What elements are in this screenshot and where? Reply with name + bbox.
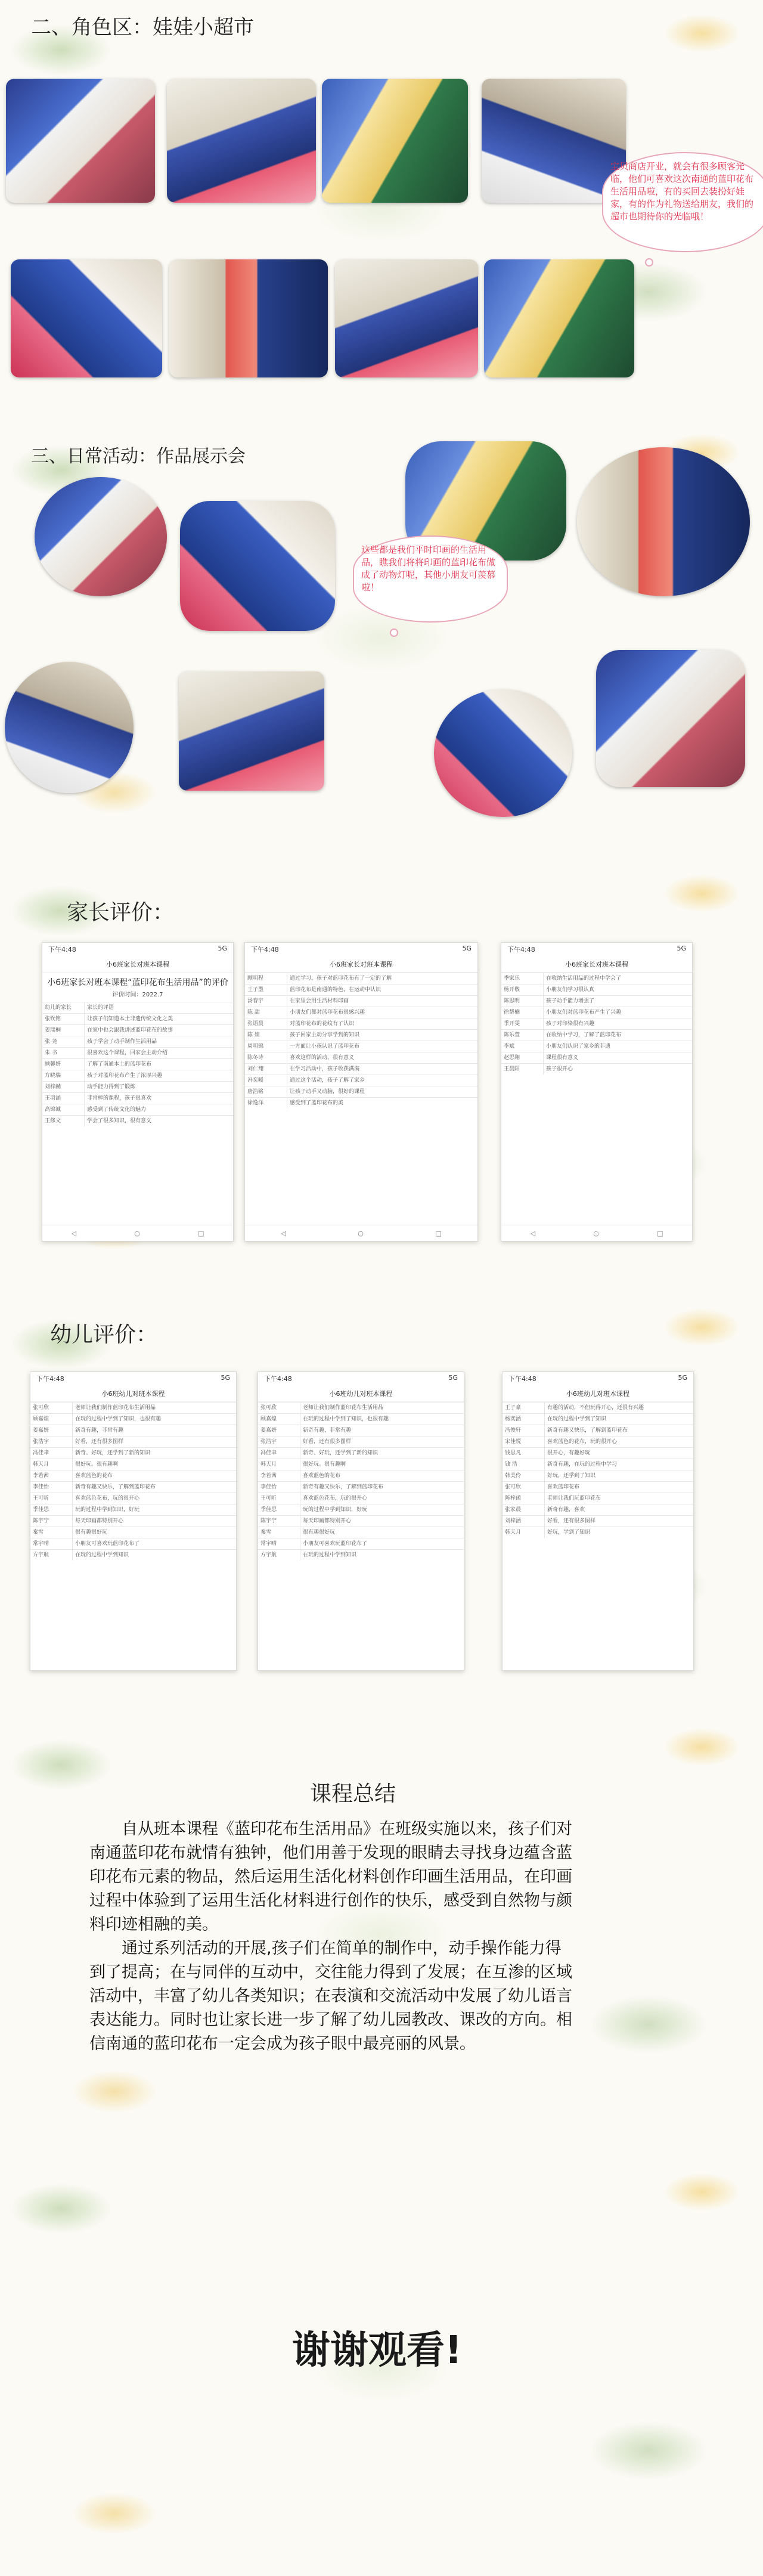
table-row: 方宇航 在玩的过程中学到知识	[30, 1549, 236, 1561]
status-bar: 下午4:48 5G	[251, 945, 472, 953]
table-row: 刘梓赫 动手能力得到了锻炼	[42, 1081, 233, 1092]
table-row: 陈乐萱 在收纳中学习，了解了蓝印花布	[501, 1029, 692, 1041]
section-title: 家长评价：	[67, 900, 175, 925]
section-summary	[0, 1711, 763, 2159]
table-row: 张浩宇 好看，还有很多图样	[30, 1436, 236, 1447]
summary-paragraph: 通过系列活动的开展,孩子们在简单的制作中，动手操作能力得到了提高；在与同伴的互动中，交往能力得到了发展；在互渗的区域活动中，丰富了幼儿各类知识；在表演和交流活动中发展了幼儿语言表达能力。同时也让家长进一步了解了幼儿园教改、课改的方向。相信南通的蓝印花布一定会成为孩子眼中最亮丽的风景。	[89, 1939, 572, 2053]
table-row: 张语晨 对蓝印花布的花纹有了认识	[245, 1018, 477, 1029]
photo	[322, 79, 468, 203]
photo	[180, 501, 335, 631]
table-row: 冯俊轩 新奇有趣又快乐，了解到蓝印花布	[503, 1425, 693, 1436]
table-row: 顾嘉煌 在玩的过程中学到了知识，也很有趣	[30, 1413, 236, 1425]
table-row: 张可欣 老师让我们制作蓝印花布生活用品	[258, 1402, 464, 1413]
table-row: 顾明程 通过学习，孩子对蓝印花布有了一定的了解	[245, 973, 477, 984]
table-row: 冯奕暖 通过这个活动，孩子了解了家乡	[245, 1075, 477, 1086]
table-row: 季开雯 孩子对印染很有兴趣	[501, 1018, 692, 1029]
nav-icon: ◁	[530, 1229, 536, 1237]
phone-screenshot	[502, 1371, 694, 1671]
photo	[179, 671, 324, 791]
table-row: 季家乐 在收纳生活用品的过程中学会了	[501, 973, 692, 984]
table-row: 钱思凡 很开心，有趣好玩	[503, 1447, 693, 1459]
table-row: 汤春宇 在家里会用生活材料印画	[245, 995, 477, 1007]
section-daily-activity	[0, 417, 763, 859]
photo	[577, 447, 750, 596]
photo	[11, 259, 162, 377]
doc-header: 小6班家长对班本课程	[501, 958, 692, 973]
phone-nav-bar	[245, 1225, 477, 1241]
photo	[434, 689, 572, 817]
table-row: 王可昕 喜欢蓝色花布，玩的很开心	[258, 1493, 464, 1504]
section-role-area	[0, 0, 763, 417]
photo	[169, 259, 328, 377]
table-row: 赵思翔 课程很有意义	[501, 1052, 692, 1063]
nav-icon: ◁	[281, 1229, 286, 1237]
table-row: 李佳怡 新奇有趣又快乐，了解到蓝印花布	[258, 1481, 464, 1493]
table-row: 韩天月 很好玩。很有趣啊	[30, 1459, 236, 1470]
table-row: 高锦诚 感受到了传统文化的魅力	[42, 1104, 233, 1115]
table-row: 陈思明 孩子动手能力增强了	[501, 995, 692, 1007]
table-row: 常宇晴 小朋友可喜欢玩蓝印花布了	[30, 1538, 236, 1549]
speech-bubble	[353, 535, 508, 623]
table-row: 朱 书 很喜欢这个课程，回家会主动介绍	[42, 1047, 233, 1058]
status-bar: 下午4:48 5G	[36, 1374, 230, 1383]
doc-title: 小6班家长对班本课程“蓝印花布生活用品”的评价	[47, 978, 228, 987]
table-row: 王修文 学会了很多知识，很有意义	[42, 1115, 233, 1126]
table-row: 陈梓函 老师让我们玩蓝印花布	[503, 1493, 693, 1504]
phone-screenshot	[30, 1371, 237, 1671]
table-row: 李若茜 喜欢蓝色的花布	[258, 1470, 464, 1481]
table-row: 冯佳聿 新奇、好玩，还学到了新的知识	[258, 1447, 464, 1459]
table-row: 陈 甜 小朋友们都对蓝印花布很感兴趣	[245, 1007, 477, 1018]
table-row: 李佳怡 新奇有趣又快乐，了解到蓝印花布	[30, 1481, 236, 1493]
section-title: 三、日常活动：作品展示会	[31, 446, 246, 467]
table-row: 王子墨 蓝印花布是南通的特色，在运动中认识	[245, 984, 477, 995]
table-row: 陈冬诗 喜欢这样的活动，很有意义	[245, 1052, 477, 1063]
nav-icon: ○	[134, 1229, 140, 1237]
thank-you-text: 谢谢观看!	[292, 2329, 463, 2373]
bubble-text: 宝贝商店开业，就会有很多顾客光临，他们可喜欢这次南通的蓝印花布生活用品啦，有的买回去装扮好娃家，有的作为礼物送给朋友，我们的超市也期待你的光临哦！	[610, 161, 754, 222]
photo	[167, 79, 316, 203]
table-row: 徐帮楠 小朋友们对蓝印花布产生了兴趣	[501, 1007, 692, 1018]
bubble-text: 这些都是我们平时印画的生活用品，瞧我们将将印画的蓝印花布做成了动物灯呢，其他小朋友可羡慕啦！	[361, 544, 496, 593]
table-row: 韩美伶 好玩，还学到了知识	[503, 1470, 693, 1481]
doc-header: 小6班家长对班本课程	[245, 958, 477, 973]
bubble-tail	[645, 258, 653, 267]
table-row: 宋佳悦 喜欢蓝色的花布，玩的很开心	[503, 1436, 693, 1447]
table-row: 秦雪 很有趣很好玩	[258, 1527, 464, 1538]
doc-header: 小6班幼儿对班本课程	[30, 1387, 236, 1402]
status-bar: 下午4:48 5G	[48, 945, 227, 953]
table-row: 冯佳聿 新奇、好玩，还学到了新的知识	[30, 1447, 236, 1459]
table-row: 杨开敬 小朋友们学习很认真	[501, 984, 692, 995]
table-row: 周明锦 一方面让小孩认识了蓝印花布	[245, 1041, 477, 1052]
section-title: 课程总结	[310, 1782, 396, 1806]
nav-icon: □	[198, 1229, 204, 1237]
nav-icon: ◁	[71, 1229, 77, 1237]
table-row: 王羽涵 非常棒的课程，孩子很喜欢	[42, 1092, 233, 1104]
nav-icon: ○	[593, 1229, 599, 1237]
summary-text	[89, 1818, 572, 2056]
table-row: 常宇晴 小朋友可喜欢玩蓝印花布了	[258, 1538, 464, 1549]
section-parent-evaluation	[0, 859, 763, 1294]
doc-header: 小6班幼儿对班本课程	[503, 1387, 693, 1402]
nav-icon: □	[435, 1229, 442, 1237]
table-row: 李斌 小朋友们认识了家乡的非遗	[501, 1041, 692, 1052]
table-row: 王晨阳 孩子很开心	[501, 1063, 692, 1075]
phone-screenshot	[258, 1371, 464, 1671]
nav-icon: □	[657, 1229, 663, 1237]
section-child-evaluation	[0, 1294, 763, 1711]
table-row: 张家晨 新奇有趣，喜欢	[503, 1504, 693, 1515]
phone-nav-bar	[501, 1225, 692, 1241]
table-row: 张浩宇 好看，还有很多图样	[258, 1436, 464, 1447]
table-row: 刘梓涵 好看，还有很多图样	[503, 1515, 693, 1527]
table-row: 韩天月 好玩，学到了知识	[503, 1527, 693, 1538]
table-row: 姜瑞桐 在家中也会跟我讲述蓝印花布的故事	[42, 1024, 233, 1036]
photo	[335, 259, 478, 377]
table-row: 唐浩铭 让孩子动手又动脑，很好的课程	[245, 1086, 477, 1097]
table-row: 李若茜 喜欢蓝色的花布	[30, 1470, 236, 1481]
status-bar: 下午4:48 5G	[507, 945, 686, 953]
table-row: 王可昕 喜欢蓝色花布，玩的很开心	[30, 1493, 236, 1504]
table-row: 顾馨妍 了解了南通本土的蓝印花布	[42, 1058, 233, 1070]
table-row: 张可欣 老师让我们制作蓝印花布生活用品	[30, 1402, 236, 1413]
summary-paragraph: 自从班本课程《蓝印花布生活用品》在班级实施以来，孩子们对南通蓝印花布就情有独钟，他们用善于发现的眼睛去寻找身边蕴含蓝印花布元素的物品，然后运用生活化材料创作印画生活用品，在印画过程中体验到了运用生活化材料进行创作的快乐，感受到自然物与颜料印迹相融的美。	[89, 1820, 572, 1934]
photo	[6, 79, 155, 203]
section-title: 幼儿评价：	[50, 1323, 158, 1347]
table-row: 顾嘉煌 在玩的过程中学到了知识，也很有趣	[258, 1413, 464, 1425]
photo	[484, 259, 634, 377]
table-row: 方宇航 在玩的过程中学到知识	[258, 1549, 464, 1561]
doc-date: 评价时间：2022.7	[112, 992, 163, 998]
phone-screenshot	[501, 942, 693, 1241]
table-row: 王子豪 有趣的活动，不但玩得开心，还很有兴趣	[503, 1402, 693, 1413]
photo	[5, 662, 134, 793]
phone-nav-bar	[42, 1225, 233, 1241]
table-row: 秦雪 很有趣很好玩	[30, 1527, 236, 1538]
table-row: 姜嘉妍 新奇有趣，非常有趣	[30, 1425, 236, 1436]
bubble-tail	[390, 628, 398, 637]
table-row: 季佳思 玩的过程中学到知识，好玩	[30, 1504, 236, 1515]
section-ending	[0, 2159, 763, 2576]
table-row: 刘仁翔 在学习活动中，孩子收获满满	[245, 1063, 477, 1075]
table-row: 张 尧 孩子学会了动手制作生活用品	[42, 1036, 233, 1047]
status-bar: 下午4:48 5G	[264, 1374, 458, 1383]
speech-bubble	[602, 152, 763, 252]
phone-screenshot	[42, 942, 234, 1241]
photo	[596, 650, 745, 787]
table-row: 陈 婧 孩子回家主动分享学到的知识	[245, 1029, 477, 1041]
table-row: 张可欣 喜欢蓝印花布	[503, 1481, 693, 1493]
table-row: 季佳思 玩的过程中学到知识，好玩	[258, 1504, 464, 1515]
phone-screenshot	[244, 942, 478, 1241]
table-row: 杨奕涵 在玩的过程中学到了知识	[503, 1413, 693, 1425]
table-row: 张钦铭 让孩子们知道本土非遗传统文化之美	[42, 1013, 233, 1024]
doc-header: 小6班家长对班本课程	[42, 958, 233, 973]
table-header: 幼儿的家长 家长的评语	[42, 1002, 233, 1013]
photo	[35, 477, 167, 596]
table-row: 徐逸洋 感受到了蓝印花布的美	[245, 1097, 477, 1109]
table-row: 姜嘉妍 新奇有趣，非常有趣	[258, 1425, 464, 1436]
nav-icon: ○	[358, 1229, 364, 1237]
table-row: 陈宇宁 每天印画都特别开心	[258, 1515, 464, 1527]
table-row: 方晓瑞 孩子对蓝印花布产生了浓厚兴趣	[42, 1070, 233, 1081]
status-bar: 下午4:48 5G	[508, 1374, 687, 1383]
table-row: 陈宇宁 每天印画都特别开心	[30, 1515, 236, 1527]
table-row: 钱 浩 新奇有趣，在玩的过程中学习	[503, 1459, 693, 1470]
section-title: 二、角色区：娃娃小超市	[31, 16, 254, 39]
table-row: 韩天月 很好玩。很有趣啊	[258, 1459, 464, 1470]
doc-header: 小6班幼儿对班本课程	[258, 1387, 464, 1402]
